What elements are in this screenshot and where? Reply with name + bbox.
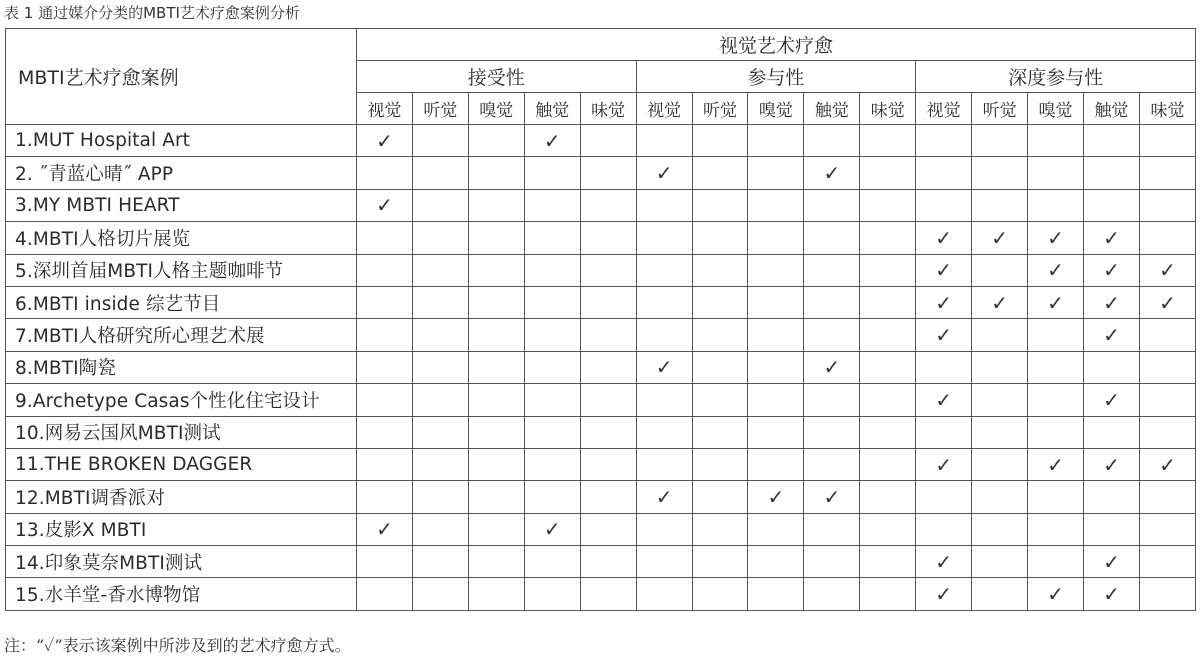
empty-cell <box>860 157 916 189</box>
empty-cell <box>524 222 580 254</box>
empty-cell <box>580 416 636 448</box>
empty-cell <box>357 448 413 480</box>
case-name-cell: 12.MBTI调香派对 <box>6 481 357 513</box>
empty-cell <box>748 448 804 480</box>
empty-cell <box>1139 189 1195 221</box>
empty-cell <box>860 578 916 610</box>
empty-cell <box>524 254 580 286</box>
table-row <box>6 222 1196 254</box>
empty-cell <box>748 319 804 351</box>
empty-cell <box>748 125 804 157</box>
empty-cell <box>804 546 860 578</box>
empty-cell <box>468 513 524 545</box>
checkmark-icon: ✓ <box>1028 578 1084 610</box>
empty-cell <box>412 513 468 545</box>
empty-cell <box>748 286 804 318</box>
empty-cell <box>1028 546 1084 578</box>
empty-cell <box>860 481 916 513</box>
empty-cell <box>916 189 972 221</box>
checkmark-icon: ✓ <box>804 351 860 383</box>
empty-cell <box>1139 384 1195 416</box>
empty-cell <box>1083 189 1139 221</box>
empty-cell <box>692 157 748 189</box>
empty-cell <box>580 481 636 513</box>
checkmark-icon: ✓ <box>1028 286 1084 318</box>
empty-cell <box>1083 416 1139 448</box>
checkmark-icon: ✓ <box>1139 448 1195 480</box>
empty-cell <box>412 448 468 480</box>
empty-cell <box>748 578 804 610</box>
checkmark-icon: ✓ <box>916 578 972 610</box>
empty-cell <box>412 416 468 448</box>
checkmark-icon: ✓ <box>1083 578 1139 610</box>
table-note: 注：“✓”表示该案例中所涉及到的艺术疗愈方式。 <box>4 636 351 655</box>
empty-cell <box>972 546 1028 578</box>
checkmark-icon: ✓ <box>916 448 972 480</box>
checkmark-icon: ✓ <box>357 189 413 221</box>
empty-cell <box>636 254 692 286</box>
empty-cell <box>636 416 692 448</box>
sense-header: 触觉 <box>1083 93 1139 125</box>
checkmark-icon: ✓ <box>916 222 972 254</box>
checkmark-icon: ✓ <box>1083 319 1139 351</box>
empty-cell <box>468 254 524 286</box>
empty-cell <box>412 546 468 578</box>
empty-cell <box>804 286 860 318</box>
empty-cell <box>748 384 804 416</box>
empty-cell <box>1028 351 1084 383</box>
empty-cell <box>524 448 580 480</box>
empty-cell <box>357 351 413 383</box>
empty-cell <box>1028 157 1084 189</box>
sense-header: 味觉 <box>580 93 636 125</box>
empty-cell <box>357 384 413 416</box>
empty-cell <box>692 222 748 254</box>
empty-cell <box>692 546 748 578</box>
empty-cell <box>692 416 748 448</box>
empty-cell <box>468 189 524 221</box>
empty-cell <box>468 546 524 578</box>
empty-cell <box>748 416 804 448</box>
empty-cell <box>916 351 972 383</box>
empty-cell <box>580 286 636 318</box>
empty-cell <box>804 384 860 416</box>
empty-cell <box>636 125 692 157</box>
case-name-cell: 10.网易云国风MBTI测试 <box>6 416 357 448</box>
empty-cell <box>412 578 468 610</box>
empty-cell <box>804 125 860 157</box>
empty-cell <box>524 546 580 578</box>
checkmark-icon: ✓ <box>636 481 692 513</box>
table-row <box>6 286 1196 318</box>
empty-cell <box>804 448 860 480</box>
empty-cell <box>412 222 468 254</box>
group-header: 深度参与性 <box>916 61 1196 93</box>
empty-cell <box>860 416 916 448</box>
empty-cell <box>748 157 804 189</box>
case-name-cell: 11.THE BROKEN DAGGER <box>6 448 357 480</box>
empty-cell <box>972 189 1028 221</box>
empty-cell <box>357 222 413 254</box>
group-header: 接受性 <box>357 61 637 93</box>
empty-cell <box>748 222 804 254</box>
checkmark-icon: ✓ <box>1083 222 1139 254</box>
empty-cell <box>524 319 580 351</box>
checkmark-icon: ✓ <box>1083 448 1139 480</box>
checkmark-icon: ✓ <box>804 157 860 189</box>
empty-cell <box>468 481 524 513</box>
checkmark-icon: ✓ <box>1083 546 1139 578</box>
empty-cell <box>636 222 692 254</box>
empty-cell <box>692 286 748 318</box>
empty-cell <box>804 254 860 286</box>
empty-cell <box>636 286 692 318</box>
table-row <box>6 157 1196 189</box>
checkmark-icon: ✓ <box>972 222 1028 254</box>
empty-cell <box>357 286 413 318</box>
empty-cell <box>692 125 748 157</box>
empty-cell <box>1139 481 1195 513</box>
empty-cell <box>1028 125 1084 157</box>
empty-cell <box>524 351 580 383</box>
empty-cell <box>972 157 1028 189</box>
empty-cell <box>860 513 916 545</box>
checkmark-icon: ✓ <box>916 254 972 286</box>
empty-cell <box>748 254 804 286</box>
empty-cell <box>524 578 580 610</box>
empty-cell <box>412 351 468 383</box>
empty-cell <box>1083 351 1139 383</box>
case-column-header: MBTI艺术疗愈案例 <box>6 29 357 125</box>
empty-cell <box>580 351 636 383</box>
empty-cell <box>860 189 916 221</box>
table-row <box>6 546 1196 578</box>
empty-cell <box>580 319 636 351</box>
empty-cell <box>357 416 413 448</box>
empty-cell <box>692 513 748 545</box>
empty-cell <box>860 384 916 416</box>
table-row <box>6 189 1196 221</box>
empty-cell <box>1139 222 1195 254</box>
checkmark-icon: ✓ <box>524 125 580 157</box>
checkmark-icon: ✓ <box>916 384 972 416</box>
empty-cell <box>860 286 916 318</box>
empty-cell <box>748 351 804 383</box>
empty-cell <box>580 384 636 416</box>
empty-cell <box>580 546 636 578</box>
empty-cell <box>524 157 580 189</box>
empty-cell <box>412 189 468 221</box>
empty-cell <box>692 319 748 351</box>
empty-cell <box>357 481 413 513</box>
empty-cell <box>860 546 916 578</box>
table-caption: 表 1 通过媒介分类的MBTI艺术疗愈案例分析 <box>4 4 300 22</box>
empty-cell <box>524 416 580 448</box>
visual-art-therapy-header: 视觉艺术疗愈 <box>357 29 1196 61</box>
empty-cell <box>1083 513 1139 545</box>
empty-cell <box>692 578 748 610</box>
empty-cell <box>860 125 916 157</box>
table-row <box>6 351 1196 383</box>
empty-cell <box>692 384 748 416</box>
table-row <box>6 254 1196 286</box>
empty-cell <box>1139 157 1195 189</box>
case-name-cell: 2. ˝青蓝心晴˝ APP <box>6 157 357 189</box>
group-header: 参与性 <box>636 61 916 93</box>
empty-cell <box>1139 578 1195 610</box>
header-row-top <box>6 29 1196 61</box>
empty-cell <box>916 157 972 189</box>
empty-cell <box>636 513 692 545</box>
empty-cell <box>1139 416 1195 448</box>
table-row <box>6 578 1196 610</box>
checkmark-icon: ✓ <box>1083 286 1139 318</box>
empty-cell <box>748 513 804 545</box>
empty-cell <box>1028 189 1084 221</box>
checkmark-icon: ✓ <box>1028 254 1084 286</box>
empty-cell <box>1083 157 1139 189</box>
empty-cell <box>468 351 524 383</box>
empty-cell <box>636 578 692 610</box>
empty-cell <box>972 578 1028 610</box>
empty-cell <box>468 286 524 318</box>
checkmark-icon: ✓ <box>1028 448 1084 480</box>
case-name-cell: 3.MY MBTI HEART <box>6 189 357 221</box>
empty-cell <box>524 286 580 318</box>
table-row <box>6 481 1196 513</box>
case-name-cell: 5.深圳首届MBTI人格主题咖啡节 <box>6 254 357 286</box>
empty-cell <box>636 189 692 221</box>
empty-cell <box>1083 481 1139 513</box>
empty-cell <box>1028 481 1084 513</box>
case-analysis-table <box>5 28 1196 611</box>
empty-cell <box>748 189 804 221</box>
sense-header: 视觉 <box>357 93 413 125</box>
empty-cell <box>860 254 916 286</box>
sense-header: 嗅觉 <box>1028 93 1084 125</box>
empty-cell <box>468 319 524 351</box>
empty-cell <box>860 319 916 351</box>
case-name-cell: 7.MBTI人格研究所心理艺术展 <box>6 319 357 351</box>
empty-cell <box>636 384 692 416</box>
empty-cell <box>412 157 468 189</box>
empty-cell <box>692 254 748 286</box>
empty-cell <box>916 125 972 157</box>
case-name-cell: 14.印象莫奈MBTI测试 <box>6 546 357 578</box>
checkmark-icon: ✓ <box>636 351 692 383</box>
empty-cell <box>580 513 636 545</box>
table-row <box>6 319 1196 351</box>
empty-cell <box>972 384 1028 416</box>
empty-cell <box>972 254 1028 286</box>
empty-cell <box>972 351 1028 383</box>
checkmark-icon: ✓ <box>1139 286 1195 318</box>
empty-cell <box>636 319 692 351</box>
sense-header: 味觉 <box>860 93 916 125</box>
empty-cell <box>412 286 468 318</box>
empty-cell <box>972 481 1028 513</box>
empty-cell <box>580 222 636 254</box>
checkmark-icon: ✓ <box>916 546 972 578</box>
checkmark-icon: ✓ <box>357 513 413 545</box>
case-name-cell: 8.MBTI陶瓷 <box>6 351 357 383</box>
checkmark-icon: ✓ <box>357 125 413 157</box>
table-row <box>6 448 1196 480</box>
empty-cell <box>412 384 468 416</box>
case-name-cell: 13.皮影X MBTI <box>6 513 357 545</box>
empty-cell <box>860 222 916 254</box>
empty-cell <box>468 384 524 416</box>
empty-cell <box>580 125 636 157</box>
empty-cell <box>1028 513 1084 545</box>
empty-cell <box>468 125 524 157</box>
table-row <box>6 125 1196 157</box>
sense-header: 听觉 <box>412 93 468 125</box>
empty-cell <box>804 189 860 221</box>
empty-cell <box>524 189 580 221</box>
empty-cell <box>692 189 748 221</box>
checkmark-icon: ✓ <box>1083 254 1139 286</box>
empty-cell <box>916 416 972 448</box>
empty-cell <box>1139 125 1195 157</box>
empty-cell <box>1139 351 1195 383</box>
empty-cell <box>1083 125 1139 157</box>
empty-cell <box>972 513 1028 545</box>
sense-header: 视觉 <box>636 93 692 125</box>
empty-cell <box>468 578 524 610</box>
empty-cell <box>468 222 524 254</box>
sense-header: 嗅觉 <box>748 93 804 125</box>
empty-cell <box>804 416 860 448</box>
checkmark-icon: ✓ <box>916 319 972 351</box>
empty-cell <box>916 481 972 513</box>
checkmark-icon: ✓ <box>972 286 1028 318</box>
empty-cell <box>748 546 804 578</box>
empty-cell <box>357 578 413 610</box>
case-name-cell: 6.MBTI inside 综艺节目 <box>6 286 357 318</box>
empty-cell <box>357 254 413 286</box>
empty-cell <box>1028 416 1084 448</box>
empty-cell <box>972 125 1028 157</box>
empty-cell <box>357 157 413 189</box>
empty-cell <box>412 481 468 513</box>
sense-header: 视觉 <box>916 93 972 125</box>
empty-cell <box>468 448 524 480</box>
empty-cell <box>860 351 916 383</box>
empty-cell <box>636 448 692 480</box>
empty-cell <box>692 448 748 480</box>
empty-cell <box>412 319 468 351</box>
empty-cell <box>692 351 748 383</box>
empty-cell <box>580 448 636 480</box>
empty-cell <box>916 513 972 545</box>
table-body <box>6 125 1196 611</box>
empty-cell <box>580 157 636 189</box>
sense-header: 听觉 <box>692 93 748 125</box>
checkmark-icon: ✓ <box>748 481 804 513</box>
empty-cell <box>692 481 748 513</box>
empty-cell <box>357 319 413 351</box>
table-row <box>6 513 1196 545</box>
empty-cell <box>804 222 860 254</box>
empty-cell <box>804 513 860 545</box>
case-name-cell: 9.Archetype Casas个性化住宅设计 <box>6 384 357 416</box>
sense-header: 嗅觉 <box>468 93 524 125</box>
empty-cell <box>972 416 1028 448</box>
sense-header: 触觉 <box>804 93 860 125</box>
empty-cell <box>1139 513 1195 545</box>
checkmark-icon: ✓ <box>916 286 972 318</box>
checkmark-icon: ✓ <box>804 481 860 513</box>
empty-cell <box>1028 384 1084 416</box>
checkmark-icon: ✓ <box>1083 384 1139 416</box>
empty-cell <box>357 546 413 578</box>
empty-cell <box>580 254 636 286</box>
checkmark-icon: ✓ <box>1028 222 1084 254</box>
empty-cell <box>580 578 636 610</box>
empty-cell <box>860 448 916 480</box>
empty-cell <box>972 448 1028 480</box>
empty-cell <box>412 125 468 157</box>
empty-cell <box>1028 319 1084 351</box>
empty-cell <box>524 481 580 513</box>
checkmark-icon: ✓ <box>1139 254 1195 286</box>
case-name-cell: 1.MUT Hospital Art <box>6 125 357 157</box>
case-name-cell: 15.水羊堂-香水博物馆 <box>6 578 357 610</box>
empty-cell <box>1139 319 1195 351</box>
empty-cell <box>804 319 860 351</box>
empty-cell <box>580 189 636 221</box>
empty-cell <box>804 578 860 610</box>
table-row <box>6 384 1196 416</box>
case-name-cell: 4.MBTI人格切片展览 <box>6 222 357 254</box>
sense-header: 味觉 <box>1139 93 1195 125</box>
empty-cell <box>412 254 468 286</box>
table-row <box>6 416 1196 448</box>
checkmark-icon: ✓ <box>524 513 580 545</box>
empty-cell <box>468 157 524 189</box>
empty-cell <box>636 546 692 578</box>
sense-header: 触觉 <box>524 93 580 125</box>
sense-header: 听觉 <box>972 93 1028 125</box>
empty-cell <box>524 384 580 416</box>
empty-cell <box>1139 546 1195 578</box>
empty-cell <box>972 319 1028 351</box>
checkmark-icon: ✓ <box>636 157 692 189</box>
empty-cell <box>468 416 524 448</box>
